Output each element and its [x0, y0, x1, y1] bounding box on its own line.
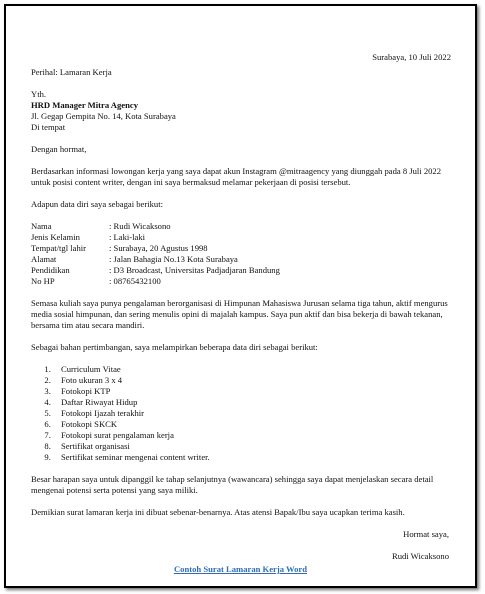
recipient-place: Di tempat [31, 122, 66, 132]
personal-data-row [31, 232, 451, 243]
letter-subject: Perihal: Lamaran Kerja [31, 67, 112, 77]
recipient-name: HRD Manager Mitra Agency [31, 100, 139, 110]
recipient-address: Jl. Gegap Gempita No. 14, Kota Surabaya [31, 111, 176, 121]
personal-data-label: Nama [31, 221, 52, 231]
attachments-intro: Sebagai bahan pertimbangan, saya melampirkan beberapa data diri sebagai berikut: [31, 342, 318, 352]
attachment-item: 3. Fotokopi KTP [53, 386, 451, 397]
personal-data-row [31, 254, 451, 265]
experience-paragraph: Semasa kuliah saya punya pengalaman berorganisasi di Himpunan Mahasiswa Jurusan selama tiga tahun, aktif mengurus media sosial himpunan, dan sering menulis opini di majalah kampus. Saya pun aktif dan bisa bekerja di bawah tekanan, bersama tim atau secara mandiri. [31, 298, 448, 330]
attachments-list [31, 364, 451, 463]
personal-data-row [31, 221, 451, 232]
personal-data-label: Alamat [31, 254, 57, 264]
attachment-item: 1. Curriculum Vitae [53, 364, 451, 375]
letter-page [4, 4, 477, 588]
personal-data-value: : Rudi Wicaksono [109, 221, 171, 231]
personal-data-row [31, 243, 451, 254]
attachment-item: 5. Fotokopi Ijazah terakhir [53, 408, 451, 419]
personal-data-list [31, 221, 451, 287]
recipient-salutation: Yth. [31, 89, 47, 99]
intro-paragraph: Berdasarkan informasi lowongan kerja yang saya dapat akun Instagram @mitraagency yang diunggah pada 8 Juli 2022 untuk posisi content writer, dengan ini saya bermaksud melamar pekerjaan di posisi tersebut. [31, 166, 442, 187]
attachment-item: 2. Foto ukuran 3 x 4 [53, 375, 451, 386]
personal-data-row [31, 265, 451, 276]
letter-body [31, 52, 451, 562]
personal-data-label: Tempat/tgl lahir [31, 243, 87, 253]
footer-link[interactable]: Contoh Surat Lamaran Kerja Word [173, 564, 308, 574]
attachment-item: 8. Sertifikat organisasi [53, 441, 451, 452]
greeting: Dengan hormat, [31, 144, 87, 154]
letter-date: Surabaya, 10 Juli 2022 [372, 52, 451, 62]
personal-data-value: : D3 Broadcast, Universitas Padjadjaran Bandung [109, 265, 280, 275]
personal-data-label: Pendidikan [31, 265, 70, 275]
attachment-item: 7. Fotokopi surat pengalaman kerja [53, 430, 451, 441]
personal-data-intro: Adapun data diri saya sebagai berikut: [31, 199, 163, 209]
signature-name: Rudi Wicaksono [391, 551, 449, 561]
personal-data-label: No HP [31, 276, 55, 286]
personal-data-value: : 08765432100 [109, 276, 161, 286]
attachment-item: 9. Sertifikat seminar mengenai content writer. [53, 452, 451, 463]
signoff: Hormat saya, [403, 529, 449, 539]
personal-data-row [31, 276, 451, 287]
personal-data-label: Jenis Kelamin [31, 232, 80, 242]
closing-paragraph: Demikian surat lamaran kerja ini dibuat sebenar-benarnya. Atas atensi Bapak/Ibu saya ucapkan terima kasih. [31, 507, 405, 517]
hope-paragraph: Besar harapan saya untuk dipanggil ke tahap selanjutnya (wawancara) sehingga saya dapat menjelaskan secara detail mengenai potensi serta potensi yang saya miliki. [31, 474, 434, 495]
personal-data-value: : Jalan Bahagia No.13 Kota Surabaya [109, 254, 238, 264]
attachment-item: 6. Fotokopi SKCK [53, 419, 451, 430]
attachment-item: 4. Daftar Riwayat Hidup [53, 397, 451, 408]
personal-data-value: : Laki-laki [109, 232, 146, 242]
personal-data-value: : Surabaya, 20 Agustus 1998 [109, 243, 208, 253]
